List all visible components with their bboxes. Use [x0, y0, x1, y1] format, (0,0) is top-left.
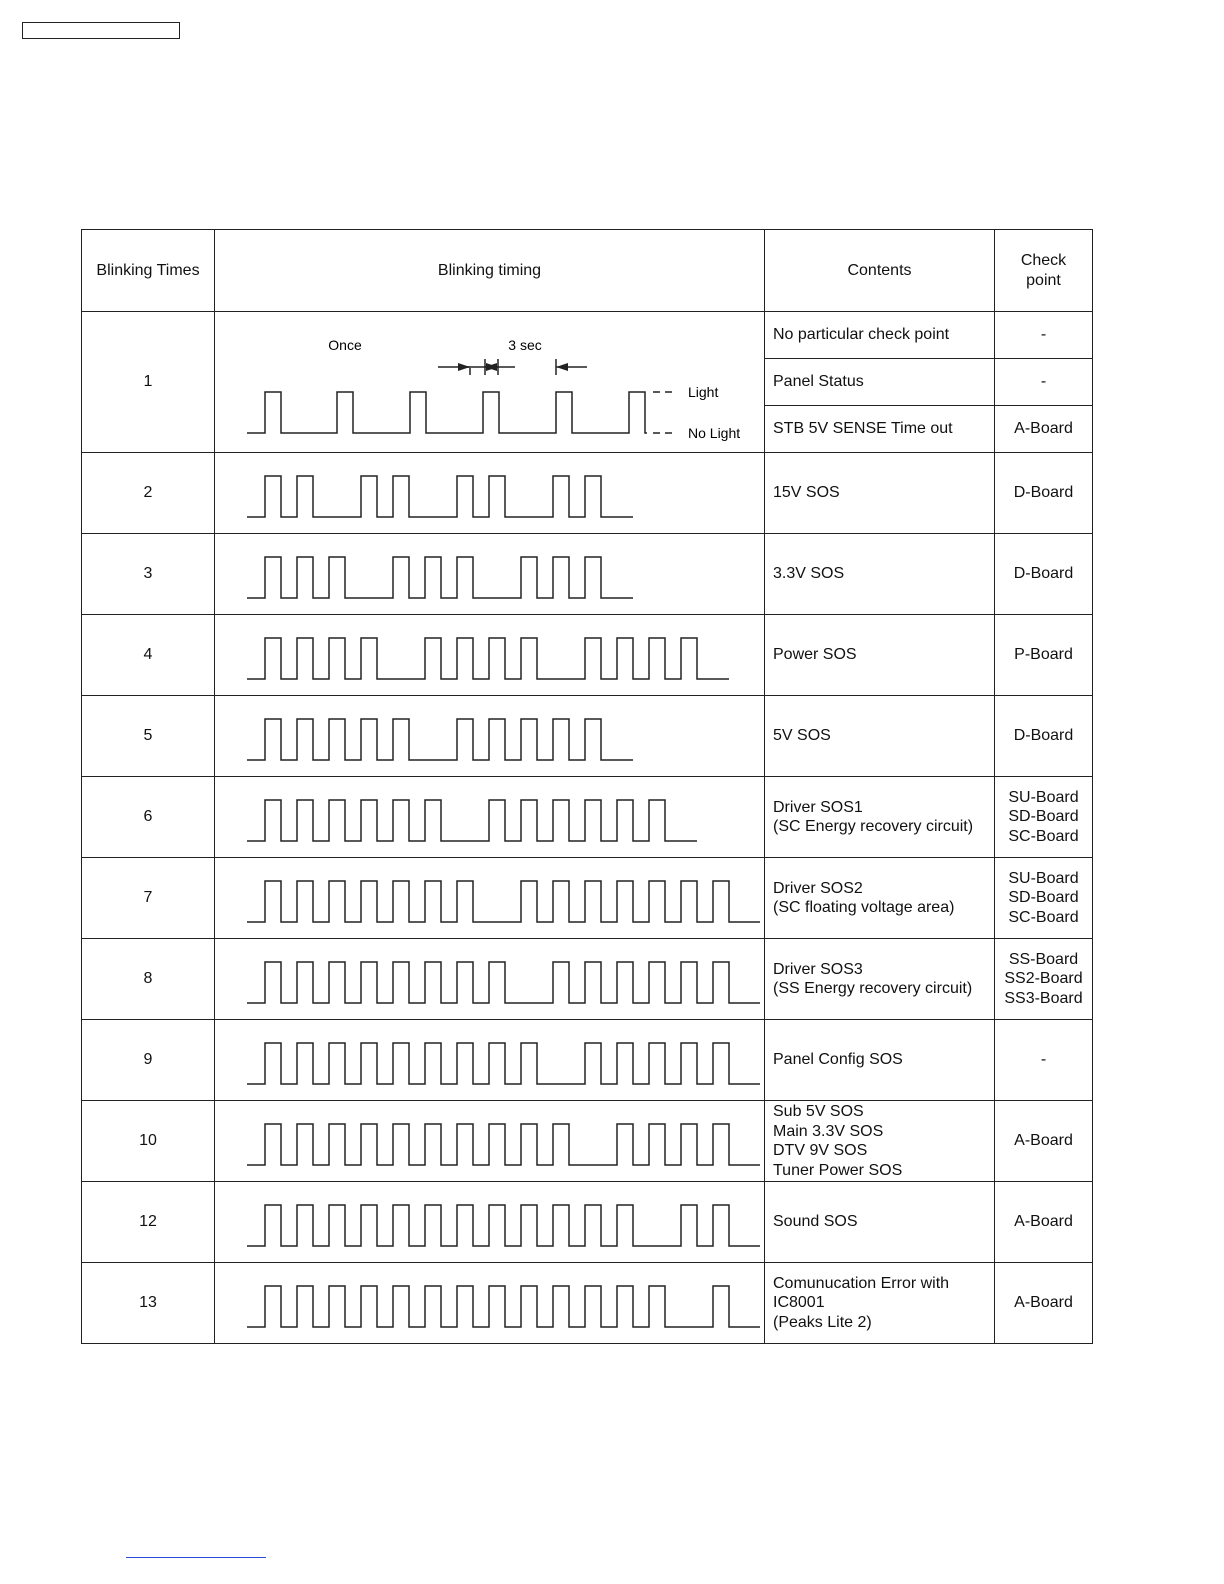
blinking-sos-table [81, 229, 1093, 1344]
timing-cell [215, 312, 765, 453]
light-label: Light [688, 384, 719, 400]
table-row [82, 312, 1093, 359]
blink-waveform [247, 638, 729, 679]
table-row [82, 534, 1093, 615]
check-cell [995, 1182, 1093, 1263]
timing-diagram [215, 453, 765, 533]
content-cell [765, 696, 995, 777]
content-cell [765, 453, 995, 534]
table-row [82, 696, 1093, 777]
check-line: SS3-Board [1004, 989, 1083, 1007]
content-line: Comunucation Error with [773, 1274, 950, 1292]
timing-cell [215, 1182, 765, 1263]
header-check-line: Check [1020, 252, 1067, 269]
check-line: SU-Board [1008, 788, 1079, 806]
header-check-line: point [1026, 271, 1061, 289]
three-sec-label: 3 sec [508, 337, 542, 353]
check-cell [995, 453, 1093, 534]
blink-waveform [247, 476, 633, 517]
blink-count: 6 [82, 777, 215, 858]
blink-waveform [247, 392, 647, 433]
check-cell: A-Board [995, 406, 1093, 453]
blink-waveform [247, 1124, 760, 1165]
content-cell [765, 534, 995, 615]
check-line: SS2-Board [1004, 970, 1083, 988]
timing-diagram [215, 1182, 765, 1262]
table-row [82, 1020, 1093, 1101]
blink-waveform [247, 800, 697, 841]
check-line: SC-Board [1008, 827, 1079, 845]
content-line: Driver SOS3 [773, 960, 863, 978]
content-cell: No particular check point [765, 312, 995, 359]
content-line: Driver SOS1 [773, 798, 863, 816]
blink-count: 10 [82, 1101, 215, 1182]
check-line: SU-Board [1008, 869, 1079, 887]
sec-arrow-left-icon [556, 363, 568, 371]
blink-waveform [247, 962, 760, 1003]
header-blinking-times: Blinking Times [82, 230, 215, 312]
timing-diagram [215, 534, 765, 614]
content-line: Main 3.3V SOS [773, 1122, 884, 1140]
header-box [22, 22, 180, 39]
check-cell [995, 939, 1093, 1020]
content-line: (Peaks Lite 2) [773, 1313, 872, 1331]
blink-count: 8 [82, 939, 215, 1020]
blink-waveform [247, 1286, 760, 1327]
check-line: SS-Board [1008, 950, 1079, 968]
table-row [82, 777, 1093, 858]
blink-count: 12 [82, 1182, 215, 1263]
header-contents: Contents [765, 230, 995, 312]
timing-diagram [215, 1020, 765, 1100]
timing-diagram [215, 858, 765, 938]
table-row [82, 453, 1093, 534]
table-row [82, 858, 1093, 939]
table-row [82, 1101, 1093, 1182]
timing-cell [215, 1101, 765, 1182]
check-line: A-Board [1014, 1294, 1073, 1312]
blink-waveform [247, 719, 633, 760]
timing-cell [215, 534, 765, 615]
content-cell: STB 5V SENSE Time out [765, 406, 995, 453]
content-line: (SS Energy recovery circuit) [773, 980, 973, 997]
check-cell [995, 777, 1093, 858]
no-light-label: No Light [688, 425, 741, 441]
check-cell: - [995, 359, 1093, 406]
content-line: (SC floating voltage area) [773, 899, 955, 916]
content-cell [765, 1182, 995, 1263]
check-cell: - [995, 312, 1093, 359]
timing-cell [215, 615, 765, 696]
header-check-point [995, 230, 1093, 312]
header-blinking-timing: Blinking timing [215, 230, 765, 312]
table-row [82, 615, 1093, 696]
check-line: SC-Board [1008, 908, 1079, 926]
timing-cell [215, 696, 765, 777]
timing-cell [215, 939, 765, 1020]
timing-diagram [215, 1263, 765, 1343]
timing-diagram [215, 777, 765, 857]
content-line: Driver SOS2 [773, 879, 863, 897]
blink-waveform [247, 1043, 760, 1084]
timing-diagram [215, 696, 765, 776]
content-line: 15V SOS [773, 484, 840, 502]
check-cell [995, 615, 1093, 696]
timing-diagram [215, 615, 765, 695]
content-line: Sound SOS [773, 1213, 858, 1231]
once-arrow-right-icon [458, 363, 470, 371]
content-line: Power SOS [773, 646, 857, 664]
content-line: Tuner Power SOS [773, 1161, 903, 1179]
check-cell [995, 696, 1093, 777]
check-line: SD-Board [1008, 808, 1079, 826]
timing-cell [215, 858, 765, 939]
blink-count: 2 [82, 453, 215, 534]
timing-cell [215, 1263, 765, 1344]
table-row [82, 939, 1093, 1020]
blink-waveform [247, 881, 760, 922]
content-cell [765, 858, 995, 939]
header-row [82, 230, 1093, 312]
check-line: A-Board [1014, 1132, 1073, 1150]
content-line: IC8001 [773, 1294, 825, 1312]
check-cell [995, 1263, 1093, 1344]
check-line: SD-Board [1008, 889, 1079, 907]
content-cell: Panel Status [765, 359, 995, 406]
content-cell [765, 777, 995, 858]
table-row [82, 1182, 1093, 1263]
content-line: (SC Energy recovery circuit) [773, 818, 974, 835]
check-cell [995, 1020, 1093, 1101]
timing-diagram [215, 1101, 765, 1181]
content-cell [765, 1263, 995, 1344]
content-line: Panel Config SOS [773, 1051, 903, 1069]
check-line: P-Board [1014, 646, 1073, 664]
blink-count: 13 [82, 1263, 215, 1344]
content-line: DTV 9V SOS [773, 1142, 868, 1159]
blink-count: 4 [82, 615, 215, 696]
check-line: - [1040, 1051, 1047, 1069]
timing-diagram-1 [215, 312, 765, 450]
check-line: D-Board [1013, 565, 1074, 583]
check-line: D-Board [1013, 727, 1074, 745]
timing-cell [215, 1020, 765, 1101]
blink-count: 7 [82, 858, 215, 939]
content-line: 3.3V SOS [773, 565, 845, 583]
content-line: 5V SOS [773, 727, 831, 745]
blink-waveform [247, 1205, 760, 1246]
blink-count: 3 [82, 534, 215, 615]
content-cell [765, 939, 995, 1020]
timing-cell [215, 453, 765, 534]
check-line: A-Board [1014, 1213, 1073, 1231]
timing-diagram [215, 939, 765, 1019]
blink-count: 5 [82, 696, 215, 777]
check-cell [995, 534, 1093, 615]
table-row [82, 1263, 1093, 1344]
check-cell [995, 1101, 1093, 1182]
blink-count: 9 [82, 1020, 215, 1101]
footer-link-line [126, 1557, 266, 1558]
blink-count: 1 [82, 312, 215, 453]
content-cell [765, 1020, 995, 1101]
once-label: Once [328, 337, 362, 353]
blink-waveform [247, 557, 633, 598]
content-cell [765, 1101, 995, 1182]
content-line: Sub 5V SOS [773, 1103, 864, 1120]
timing-cell [215, 777, 765, 858]
check-cell [995, 858, 1093, 939]
content-cell [765, 615, 995, 696]
check-line: D-Board [1013, 484, 1074, 502]
